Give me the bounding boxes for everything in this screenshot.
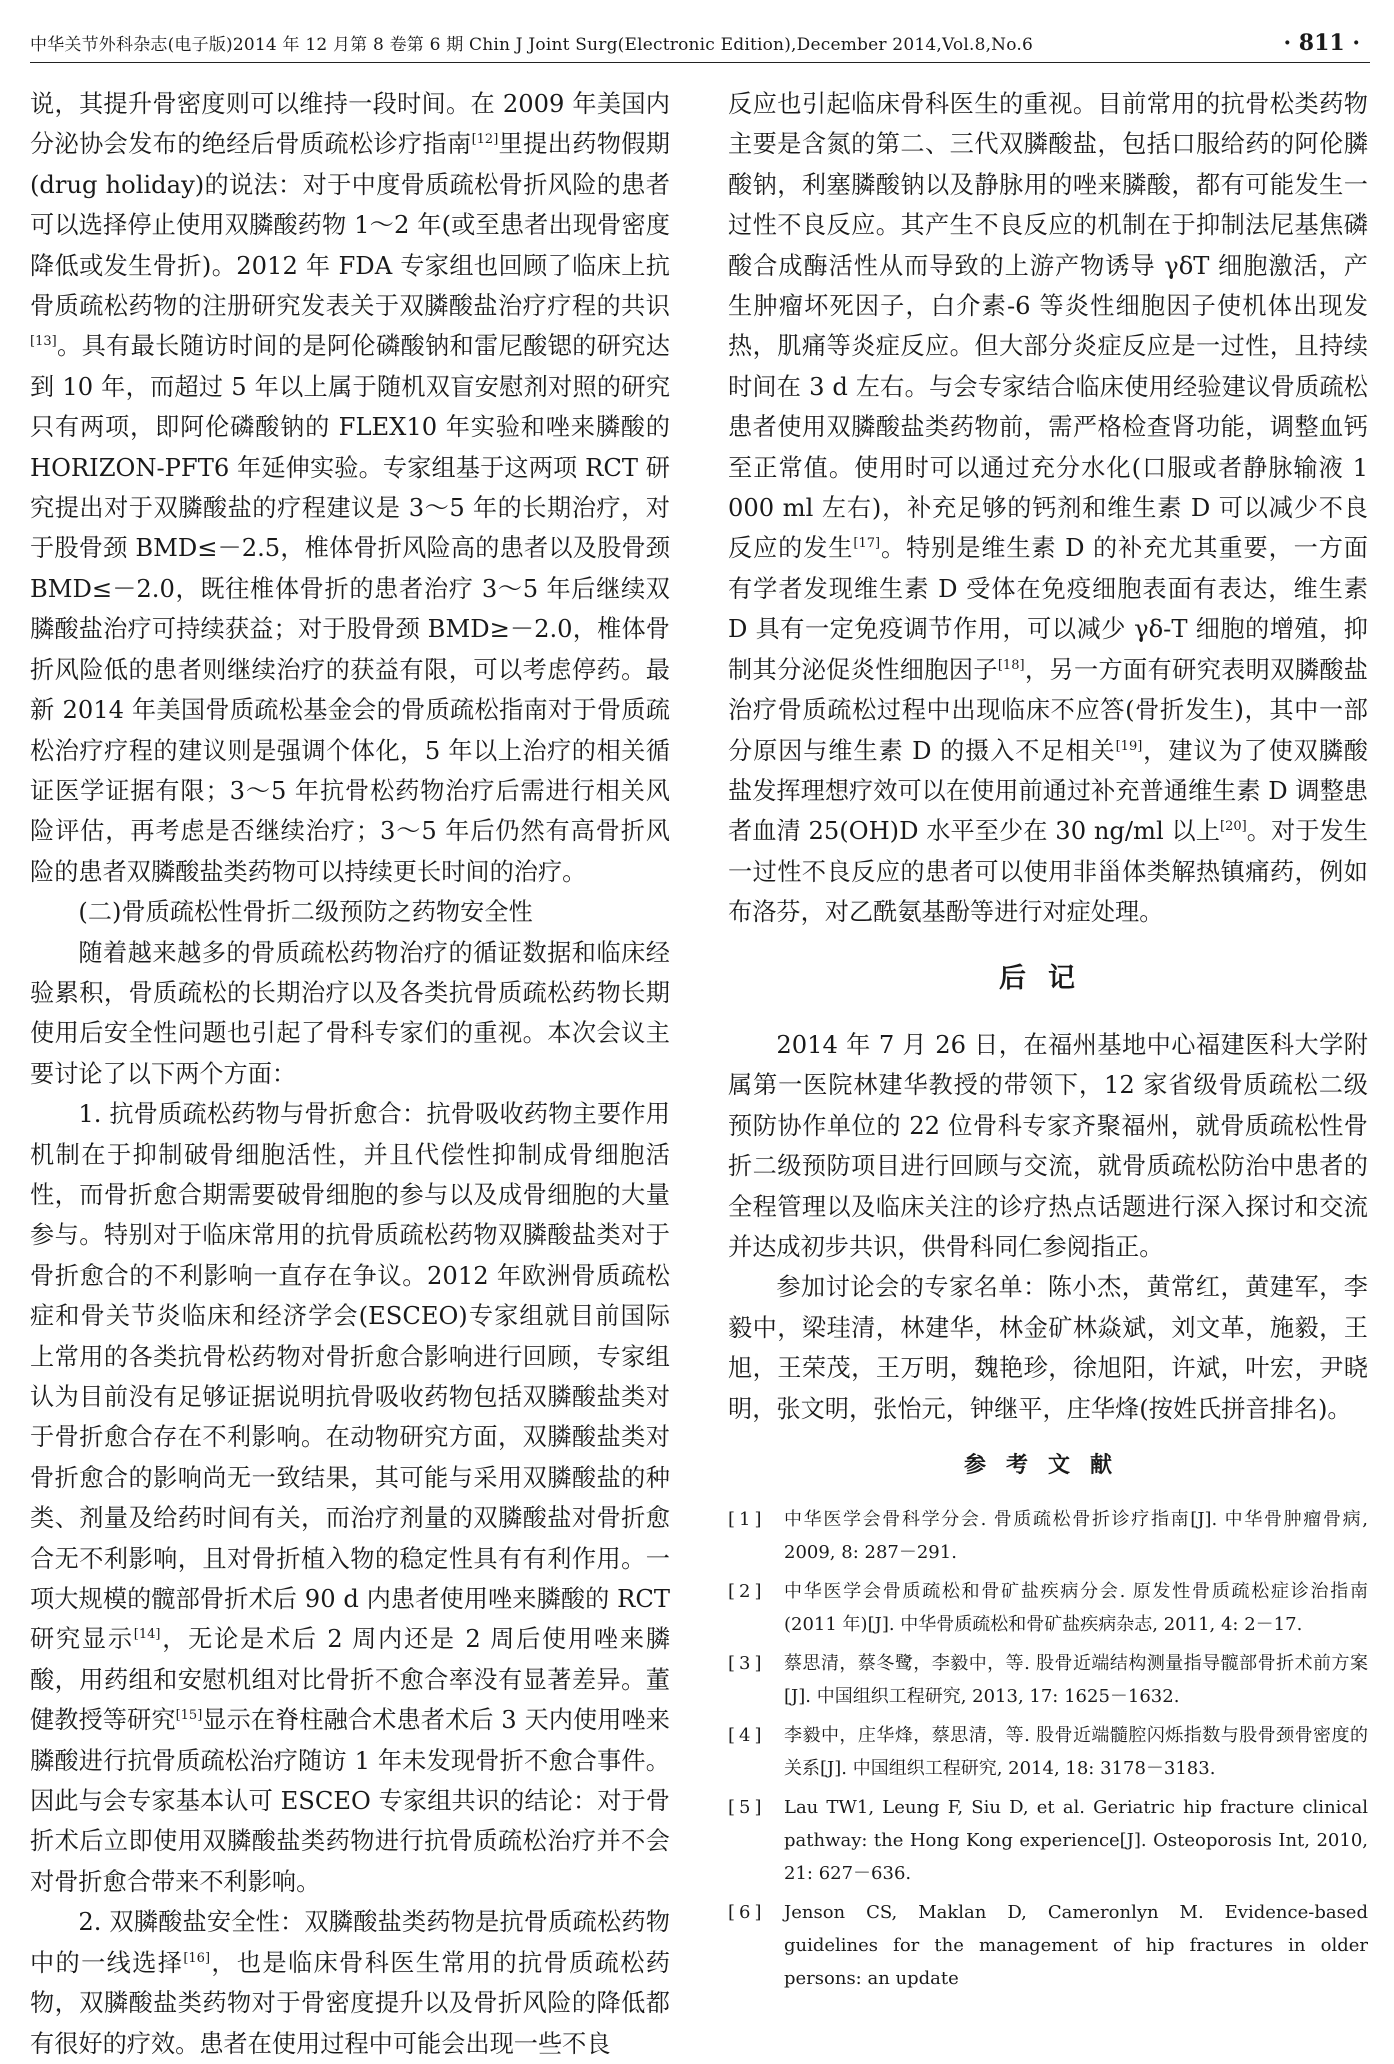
reference-item	[728, 1791, 1368, 1890]
reference-item	[728, 1719, 1368, 1785]
reference-number: [6]	[728, 1902, 766, 1924]
paragraph-drug-holiday: 说，其提升骨密度则可以维持一段时间。在 2009 年美国内分泌协会发布的绝经后骨质疏松诊疗指南[12]里提出药物假期(drug holiday)的说法：对于中度骨质疏松骨折风险的患者可以选择停止使用双膦酸药物 1～2 年(或至患者出现骨密度降低或发生骨折)。2012 年 FDA 专家组也回顾了临床上抗骨质疏松药物的注册研究发表关于双膦酸盐治疗疗程的共识[13]。具有最长随访时间的是阿伦磷酸钠和雷尼酸锶的研究达到 10 年，而超过 5 年以上属于随机双盲安慰剂对照的研究只有两项，即阿伦磷酸钠的 FLEX10 年实验和唑来膦酸的 HORIZON-PFT6 年延伸实验。专家组基于这两项 RCT 研究提出对于双膦酸盐的疗程建议是 3～5 年的长期治疗，对于股骨颈 BMD≤－2.5，椎体骨折风险高的患者以及股骨颈 BMD≤－2.0，既往椎体骨折的患者治疗 3～5 年后继续双膦酸盐治疗可持续获益；对于股骨颈 BMD≥－2.0，椎体骨折风险低的患者则继续治疗的获益有限，可以考虑停药。最新 2014 年美国骨质疏松基金会的骨质疏松指南对于骨质疏松治疗疗程的建议则是强调个体化，5 年以上治疗的相关循证医学证据有限；3～5 年抗骨松药物治疗后需进行相关风险评估，再考虑是否继续治疗；3～5 年后仍然有高骨折风险的患者双膦酸盐类药物可以持续更长时间的治疗。	[30, 90, 670, 886]
reference-text: 李毅中，庄华烽，蔡思清，等. 股骨近端髓腔闪烁指数与股骨颈骨密度的关系[J]. 中国组织工程研究, 2014, 18: 3178－3183.	[784, 1725, 1368, 1780]
citation-15[interactable]: [15]	[175, 1708, 203, 1724]
citation-14[interactable]: [14]	[133, 1627, 161, 1643]
reference-item	[728, 1896, 1368, 1995]
paragraph-fracture-healing: 1. 抗骨质疏松药物与骨折愈合：抗骨吸收药物主要作用机制在于抑制破骨细胞活性，并且代偿性抑制成骨细胞活性，而骨折愈合期需要破骨细胞的参与以及成骨细胞的大量参与。特别对于临床常用的抗骨质疏松药物双膦酸盐类对于骨折愈合的不利影响一直存在争议。2012 年欧洲骨质疏松症和骨关节炎临床和经济学会(ESCEO)专家组就目前国际上常用的各类抗骨松药物对骨折愈合影响进行回顾，专家组认为目前没有足够证据说明抗骨吸收药物包括双膦酸盐类对于骨折愈合存在不利影响。在动物研究方面，双膦酸盐类对骨折愈合的影响尚无一致结果，其可能与采用双膦酸盐的种类、剂量及给药时间有关，而治疗剂量的双膦酸盐对骨折愈合无不利影响，且对骨折植入物的稳定性具有有利作用。一项大规模的髋部骨折术后 90 d 内患者使用唑来膦酸的 RCT 研究显示[14]，无论是术后 2 周内还是 2 周后使用唑来膦酸，用药组和安慰机组对比骨折不愈合率没有显著差异。董健教授等研究[15]显示在脊柱融合术患者术后 3 天内使用唑来膦酸进行抗骨质疏松治疗随访 1 年未发现骨折不愈合事件。因此与会专家基本认可 ESCEO 专家组共识的结论：对于骨折术后立即使用双膦酸盐类药物进行抗骨质疏松治疗并不会对骨折愈合带来不利影响。	[30, 1100, 670, 1896]
citation-13[interactable]: [13]	[30, 334, 57, 350]
reference-text: 蔡思清，蔡冬鹭，李毅中，等. 股骨近端结构测量指导髋部骨折术前方案[J]. 中国组织工程研究, 2013, 17: 1625－1632.	[784, 1653, 1368, 1708]
reference-number: [1]	[728, 1509, 766, 1531]
paragraph-afterword: 2014 年 7 月 26 日，在福州基地中心福建医科大学附属第一医院林建华教授的带领下，12 家省级骨质疏松二级预防协作单位的 22 位骨科专家齐聚福州，就骨质疏松性骨折二级预防项目进行回顾与交流，就骨质疏松防治中患者的全程管理以及临床关注的诊疗热点话题进行深入探讨和交流并达成初步共识，供骨科同仁参阅指正。	[728, 1030, 1368, 1261]
running-header	[30, 22, 1370, 63]
citation-12[interactable]: [12]	[471, 132, 499, 148]
reference-text: Lau TW1, Leung F, Siu D, et al. Geriatric hip fracture clinical pathway: the Hong Kong experience[J]. Osteoporosis Int, 2010, 21: 627－636.	[784, 1797, 1368, 1885]
paragraph-bisphosphonate-safety: 2. 双膦酸盐安全性：双膦酸盐类药物是抗骨质疏松药物中的一线选择[16]，也是临床骨科医生常用的抗骨质疏松药物，双膦酸盐类药物对于骨密度提升以及骨折风险的降低都有很好的疗效。患者在使用过程中可能会出现一些不良	[30, 1908, 670, 2058]
paragraph-adverse-reactions: 反应也引起临床骨科医生的重视。目前常用的抗骨松类药物主要是含氮的第二、三代双膦酸盐，包括口服给药的阿伦膦酸钠，利塞膦酸钠以及静脉用的唑来膦酸，都有可能发生一过性不良反应。其产生不良反应的机制在于抑制法尼基焦磷酸合成酶活性从而导致的上游产物诱导 γδT 细胞激活，产生肿瘤坏死因子，白介素-6 等炎性细胞因子使机体出现发热，肌痛等炎症反应。但大部分炎症反应是一过性，且持续时间在 3 d 左右。与会专家结合临床使用经验建议骨质疏松患者使用双膦酸盐类药物前，需严格检查肾功能，调整血钙至正常值。使用时可以通过充分水化(口服或者静脉输液 1 000 ml 左右)，补充足够的钙剂和维生素 D 可以减少不良反应的发生[17]。特别是维生素 D 的补充尤其重要，一方面有学者发现维生素 D 受体在免疫细胞表面有表达，维生素 D 具有一定免疫调节作用，可以减少 γδ-T 细胞的增殖，抑制其分泌促炎性细胞因子[18]，另一方面有研究表明双膦酸盐治疗骨质疏松过程中出现临床不应答(骨折发生)，其中一部分原因与维生素 D 的摄入不足相关[19]，建议为了使双膦酸盐发挥理想疗效可以在使用前通过补充普通维生素 D 调整患者血清 25(OH)D 水平至少在 30 ng/ml 以上[20]。对于发生一过性不良反应的患者可以使用非甾体类解热镇痛药，例如布洛芬，对乙酰氨基酚等进行对症处理。	[728, 90, 1368, 927]
citation-16[interactable]: [16]	[183, 1950, 211, 1966]
reference-number: [2]	[728, 1581, 766, 1603]
paragraph-safety-intro: 随着越来越多的骨质疏松药物治疗的循证数据和临床经验累积，骨质疏松的长期治疗以及各类抗骨质疏松药物长期使用后安全性问题也引起了骨科专家们的重视。本次会议主要讨论了以下两个方面：	[30, 938, 670, 1088]
references-heading: 参考文献	[963, 1452, 1132, 1478]
reference-text: Jenson CS, Maklan D, Cameronlyn M. Evidence-based guidelines for the management of hip fractures in older persons: an update	[784, 1902, 1368, 1990]
reference-item	[728, 1647, 1368, 1713]
reference-text: 中华医学会骨质疏松和骨矿盐疾病分会. 原发性骨质疏松症诊治指南(2011 年)[J]. 中华骨质疏松和骨矿盐疾病杂志, 2011, 4: 2－17.	[784, 1581, 1368, 1636]
section-heading-drug-safety: (二)骨质疏松性骨折二级预防之药物安全性	[78, 898, 533, 927]
page-number: · 811 ·	[1283, 30, 1360, 56]
reference-item	[728, 1503, 1368, 1569]
reference-text: 中华医学会骨科学分会. 骨质疏松骨折诊疗指南[J]. 中华骨肿瘤骨病, 2009, 8: 287－291.	[784, 1509, 1368, 1564]
citation-19[interactable]: [19]	[1115, 738, 1143, 754]
reference-number: [5]	[728, 1797, 766, 1819]
reference-list	[728, 1503, 1368, 1995]
reference-number: [4]	[728, 1725, 766, 1747]
citation-17[interactable]: [17]	[853, 536, 881, 552]
right-column	[728, 84, 1368, 2001]
left-column	[30, 84, 670, 2064]
afterword-heading: 后记	[999, 962, 1097, 994]
paragraph-expert-list: 参加讨论会的专家名单：陈小杰，黄常红，黄建军，李毅中，梁珪清，林建华，林金矿林焱斌，刘文革，施毅，王旭，王荣茂，王万明，魏艳珍，徐旭阳，许斌，叶宏，尹晓明，张文明，张怡元，钟继平，庄华烽(按姓氏拼音排名)。	[728, 1273, 1368, 1423]
reference-number: [3]	[728, 1653, 766, 1675]
journal-citation: 中华关节外科杂志(电子版)2014 年 12 月第 8 卷第 6 期 Chin J Joint Surg(Electronic Edition),December 2014,Vol.8,No.6	[30, 35, 1034, 55]
citation-18[interactable]: [18]	[997, 657, 1025, 673]
reference-item	[728, 1575, 1368, 1641]
citation-20[interactable]: [20]	[1220, 819, 1247, 835]
